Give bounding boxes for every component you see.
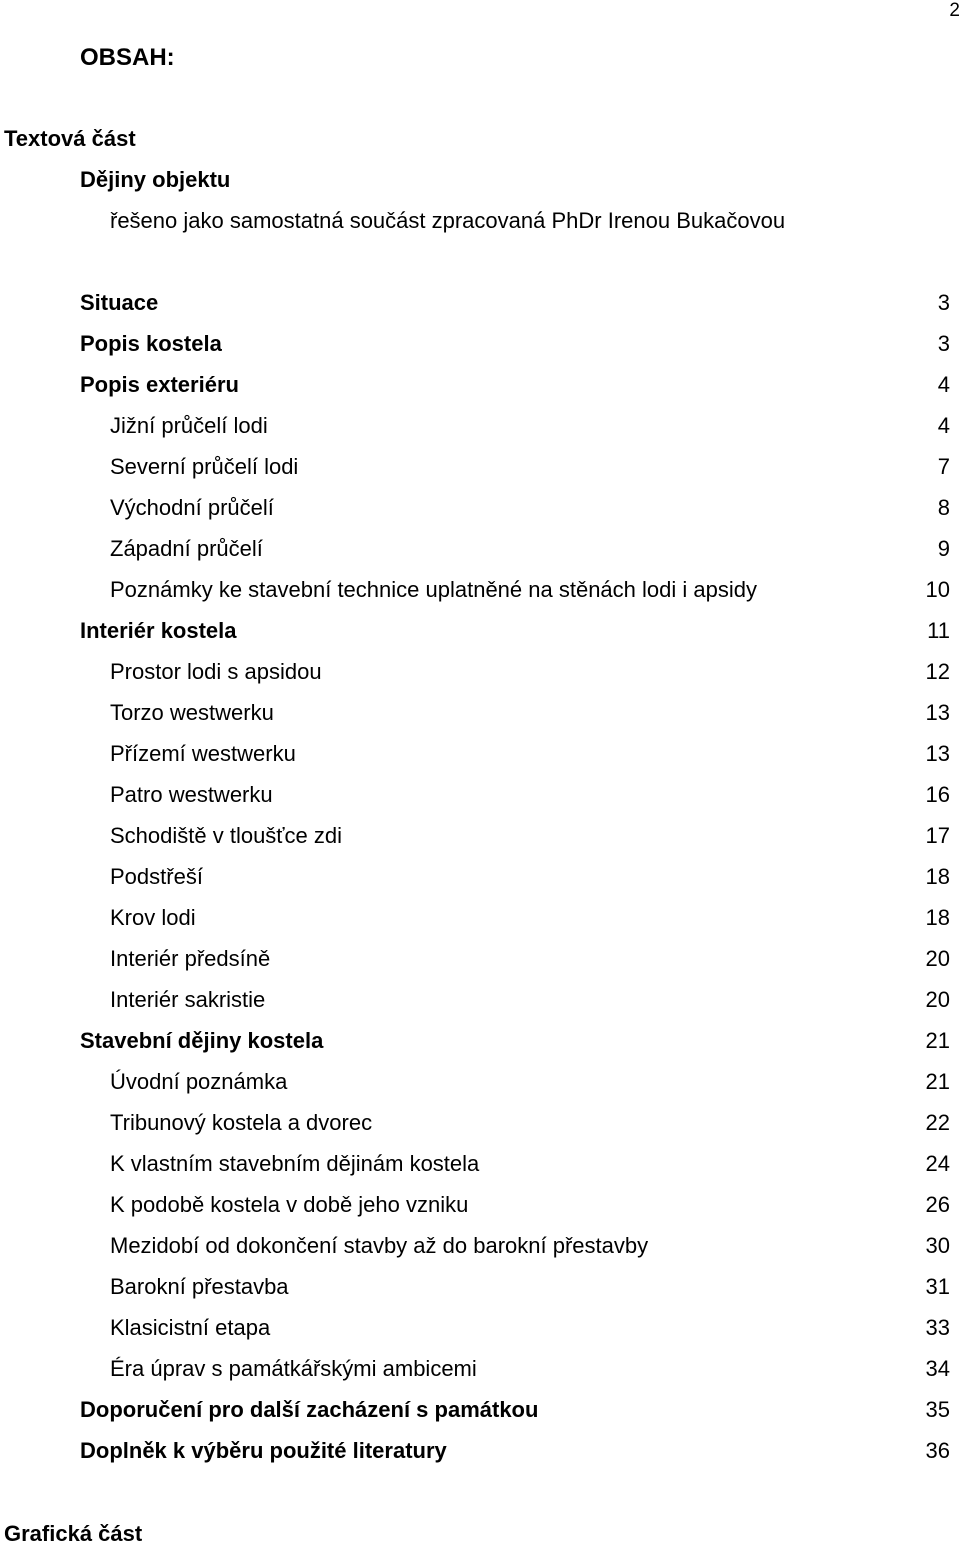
toc-entry	[0, 617, 950, 658]
toc-entry	[0, 1150, 950, 1191]
toc-entry-label: Západní průčelí	[110, 536, 263, 561]
toc-entry-label: Prostor lodi s apsidou	[110, 659, 322, 684]
toc-entry	[0, 371, 950, 412]
toc-entry-page: 11	[927, 618, 950, 643]
toc-entry-label: Interiér sakristie	[110, 987, 266, 1012]
toc-entry-label: K podobě kostela v době jeho vzniku	[110, 1192, 469, 1217]
toc-entry-page: 30	[925, 1233, 950, 1258]
toc-entry-page: 31	[925, 1274, 950, 1299]
toc-entry-label: Doplněk k výběru použité literatury	[80, 1438, 447, 1463]
toc-entry	[0, 289, 950, 330]
toc-entry	[0, 945, 950, 986]
toc-entry	[0, 986, 950, 1027]
history-heading: Dějiny objektu	[80, 167, 231, 192]
toc-entry-page: 34	[925, 1356, 950, 1381]
toc-entry	[0, 1232, 950, 1273]
toc-entry	[0, 781, 950, 822]
toc-entry-page: 20	[925, 987, 950, 1012]
toc-entry	[0, 1109, 950, 1150]
toc-entry-page: 18	[925, 864, 950, 889]
toc-entry	[0, 1437, 950, 1478]
history-note: řešeno jako samostatná součást zpracovaná PhDr Irenou Bukačovou	[110, 208, 786, 233]
toc-entry-page: 20	[925, 946, 950, 971]
toc-entry-page: 13	[925, 741, 950, 766]
toc-entry-page: 22	[925, 1110, 950, 1135]
graphic-section-heading: Grafická část	[4, 1521, 143, 1546]
toc-entry	[0, 453, 950, 494]
toc-entry-label: Východní průčelí	[110, 495, 274, 520]
table-of-contents	[0, 289, 950, 1478]
toc-entry	[0, 904, 950, 945]
toc-entry	[0, 1191, 950, 1232]
toc-entry-page: 13	[925, 700, 950, 725]
toc-entry-label: Úvodní poznámka	[110, 1069, 288, 1094]
toc-entry-label: Patro westwerku	[110, 782, 273, 807]
toc-entry-page: 24	[925, 1151, 950, 1176]
toc-entry	[0, 1027, 950, 1068]
toc-entry-label: Mezidobí od dokončení stavby až do barokní přestavby	[110, 1233, 649, 1258]
toc-entry	[0, 494, 950, 535]
toc-entry-label: Severní průčelí lodi	[110, 454, 299, 479]
toc-entry-page: 36	[925, 1438, 950, 1463]
toc-entry-page: 16	[925, 782, 950, 807]
toc-entry	[0, 1314, 950, 1355]
toc-entry-page: 10	[925, 577, 950, 602]
toc-entry-label: Podstřeší	[110, 864, 203, 889]
toc-entry-page: 8	[937, 495, 950, 520]
toc-entry-page: 12	[925, 659, 950, 684]
toc-entry-page: 26	[925, 1192, 950, 1217]
toc-entry-label: Interiér předsíně	[110, 946, 271, 971]
toc-entry-label: Éra úprav s památkářskými ambicemi	[110, 1356, 477, 1381]
toc-entry-page: 21	[925, 1069, 950, 1094]
toc-entry-label: Krov lodi	[110, 905, 196, 930]
page-title: OBSAH:	[80, 44, 175, 71]
toc-entry-page: 4	[937, 413, 950, 438]
toc-entry-page: 9	[937, 536, 950, 561]
toc-entry-page: 17	[925, 823, 950, 848]
toc-entry-label: Situace	[80, 290, 159, 315]
page-number: 2	[949, 0, 960, 21]
toc-entry-label: Klasicistní etapa	[110, 1315, 271, 1340]
toc-entry-label: Tribunový kostela a dvorec	[110, 1110, 373, 1135]
toc-entry-label: Schodiště v tloušťce zdi	[110, 823, 343, 848]
toc-entry-label: Přízemí westwerku	[110, 741, 296, 766]
toc-entry-page: 3	[937, 331, 950, 356]
toc-entry-label: Doporučení pro další zacházení s památkou	[80, 1397, 539, 1422]
toc-entry	[0, 330, 950, 371]
toc-entry	[0, 1273, 950, 1314]
toc-entry-label: K vlastním stavebním dějinám kostela	[110, 1151, 480, 1176]
toc-entry-page: 18	[925, 905, 950, 930]
toc-entry	[0, 1396, 950, 1437]
toc-entry-label: Interiér kostela	[80, 618, 237, 643]
toc-entry-label: Jižní průčelí lodi	[110, 413, 268, 438]
toc-entry-label: Stavební dějiny kostela	[80, 1028, 324, 1053]
toc-entry-page: 3	[937, 290, 950, 315]
toc-entry-page: 33	[925, 1315, 950, 1340]
toc-entry-label: Poznámky ke stavební technice uplatněné na stěnách lodi i apsidy	[110, 577, 757, 602]
text-section-heading: Textová část	[4, 126, 136, 151]
toc-entry	[0, 740, 950, 781]
toc-entry	[0, 699, 950, 740]
toc-entry-page: 21	[925, 1028, 950, 1053]
toc-entry	[0, 535, 950, 576]
toc-entry-label: Barokní přestavba	[110, 1274, 289, 1299]
toc-entry-page: 35	[925, 1397, 950, 1422]
toc-entry	[0, 658, 950, 699]
toc-entry-label: Popis kostela	[80, 331, 222, 356]
toc-entry-page: 7	[937, 454, 950, 479]
toc-entry-page: 4	[937, 372, 950, 397]
toc-entry	[0, 1355, 950, 1396]
toc-entry	[0, 576, 950, 617]
toc-entry	[0, 863, 950, 904]
toc-entry	[0, 822, 950, 863]
toc-entry	[0, 1068, 950, 1109]
toc-entry-label: Popis exteriéru	[80, 372, 239, 397]
toc-entry	[0, 412, 950, 453]
toc-entry-label: Torzo westwerku	[110, 700, 274, 725]
